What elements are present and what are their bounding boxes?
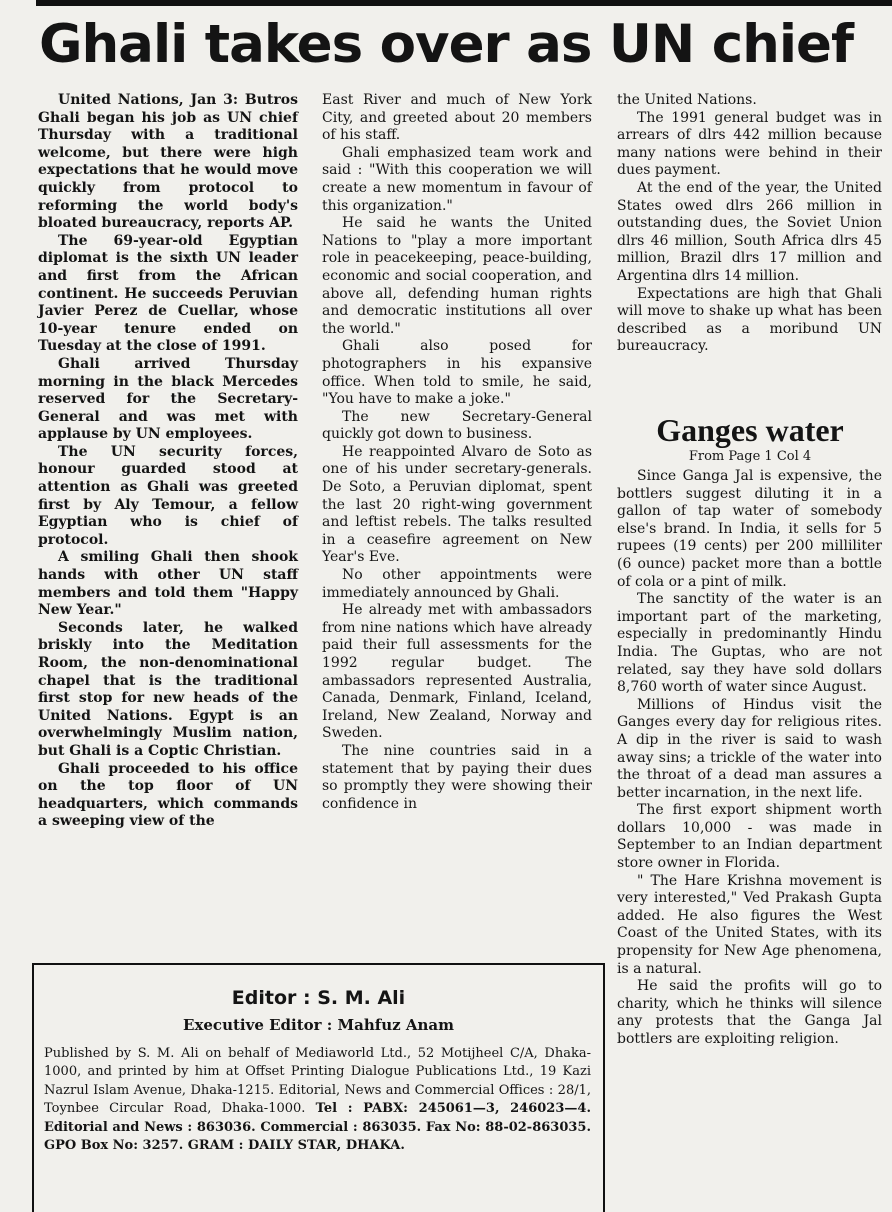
paragraph: Expectations are high that Ghali will move to shake up what has been described as a moribund UN bureaucracy. [617,285,882,355]
paragraph: The 1991 general budget was in arrears of dlrs 442 million because many nations were behind in their dues payment. [617,109,882,179]
paragraph: Ghali arrived Thursday morning in the black Mercedes reserved for the Secretary-General and was met with applause by UN employees. [38,355,298,443]
paragraph: Millions of Hindus visit the Ganges every day for religious rites. A dip in the river is said to wash away sins; a trickle of the water into the throat of a dead man assures a better incarnation, in the next life. [617,696,882,801]
paragraph: He already met with ambassadors from nine nations which have already paid their full assessments for the 1992 regular budget. The ambassadors represented Australia, Canada, Denmark, Finland, Iceland, Ireland, New Zealand, Norway and Sweden. [322,602,592,742]
paragraph: the United Nations. [617,92,757,108]
paragraph: A smiling Ghali then shook hands with other UN staff members and told them "Happy New Year." [38,549,298,619]
paragraph: The first export shipment worth dollars 10,000 - was made in September to an Indian department store owner in Florida. [617,802,882,872]
imprint-text [44,1045,591,1155]
paragraph: " The Hare Krishna movement is very interested," Ved Prakash Gupta added. He also figures the West Coast of the United States, with its propensity for New Age phenomena, is a natural. [617,872,882,977]
masthead-box [32,963,605,1212]
paragraph: The nine countries said in a statement that by paying their dues so promptly they were showing their confidence in [322,742,592,812]
paragraph: Ghali emphasized team work and said : "With this cooperation we will create a new momentum in favour of this organization." [322,144,592,214]
imprint-phone: Tel : PABX: 245061—3, 246023—4. Editorial and News : 863036. Commercial : 863035. Fax No: 88-02-863035. [44,1101,591,1135]
ganges-headline: Ganges water [656,412,844,448]
paragraph: The sanctity of the water is an important part of the marketing, especially in predominantly Hindu India. The Guptas, who are not related, say they have sold dollars 8,760 worth of water since August. [617,591,882,696]
paragraph: No other appointments were immediately announced by Ghali. [322,567,592,601]
paragraph: Ghali also posed for photographers in his expansive office. When told to smile, he said, "You have to make a joke." [322,338,592,408]
paragraph: At the end of the year, the United States owed dlrs 266 million in outstanding dues, the Soviet Union dlrs 46 million, South Africa dlrs 45 million, Brazil dlrs 17 million and Argentina dlrs 14 million. [617,179,882,284]
paragraph: The new Secretary-General quickly got down to business. [322,408,592,443]
headline: Ghali takes over as UN chief [38,14,854,75]
paragraph: East River and much of New York City, and greeted about 20 members of his staff. [322,92,592,144]
paragraph: Seconds later, he walked briskly into the Meditation Room, the non-denominational chapel that is the traditional first stop for new heads of the United Nations. Egypt is an overwhelmingly Muslim nation, but Ghali is a Coptic Christian. [38,619,298,759]
paragraph: He reappointed Alvaro de Soto as one of his under secretary-generals. De Soto, a Peruvian diplomat, spent the last 20 right-wing government and leftist rebels. The talks resulted in a ceasefire agreement on New Year's Eve. [322,443,592,566]
paragraph: Ghali proceeded to his office on the top floor of UN headquarters, which commands a sweeping view of the [38,760,298,830]
paragraph: The UN security forces, honour guarded stood at attention as Ghali was greeted first by Aly Temour, a fellow Egyptian who is chief of protocol. [38,443,298,548]
paragraph: He said the profits will go to charity, which he thinks will silence any protests that the Ganga Jal bottlers are exploiting religion. [617,978,882,1047]
article-column-3 [617,92,882,356]
article-column-1 [38,92,298,831]
imprint-gpo: GPO Box No: 3257. GRAM : DAILY STAR, DHAKA. [44,1138,405,1154]
executive-editor-line: Executive Editor : Mahfuz Anam [183,1016,454,1034]
paragraph: Since Ganga Jal is expensive, the bottlers suggest diluting it in a gallon of tap water of somebody else's brand. In India, it sells for 5 rupees (19 cents) per 200 milliliter (6 ounce) packet more than a bottle of cola or a pint of milk. [617,468,882,590]
ganges-byline: From Page 1 Col 4 [688,449,812,464]
ganges-article [617,468,882,1049]
article-column-2 [322,92,592,813]
editor-line: Editor : S. M. Ali [231,987,406,1009]
imprint-publisher: Published by S. M. Ali on behalf of Mediaworld Ltd., 52 Motijheel C/A, Dhaka-1000, and printed by him at Offset Printing Dialogue Publications Ltd., 19 Kazi Nazrul Islam Avenue, Dhaka-1215. Editorial, News and Commercial Offices : 28/1, Toynbee Circular Road, Dhaka-1000. [44,1046,591,1117]
top-rule [36,0,892,6]
paragraph: He said he wants the United Nations to "play a more important role in peacekeeping, peace-building, economic and social cooperation, and above all, defending human rights and democratic institutions all over the world." [322,215,592,337]
paragraph: The 69-year-old Egyptian diplomat is the sixth UN leader and first from the African continent. He succeeds Peruvian Javier Perez de Cuellar, whose 10-year tenure ended on Tuesday at the close of 1991. [38,232,298,355]
paragraph: United Nations, Jan 3: Butros Ghali began his job as UN chief Thursday with a traditional welcome, but there were high expectations that he would move quickly from protocol to reforming the world body's bloated bureaucracy, reports AP. [38,92,298,232]
